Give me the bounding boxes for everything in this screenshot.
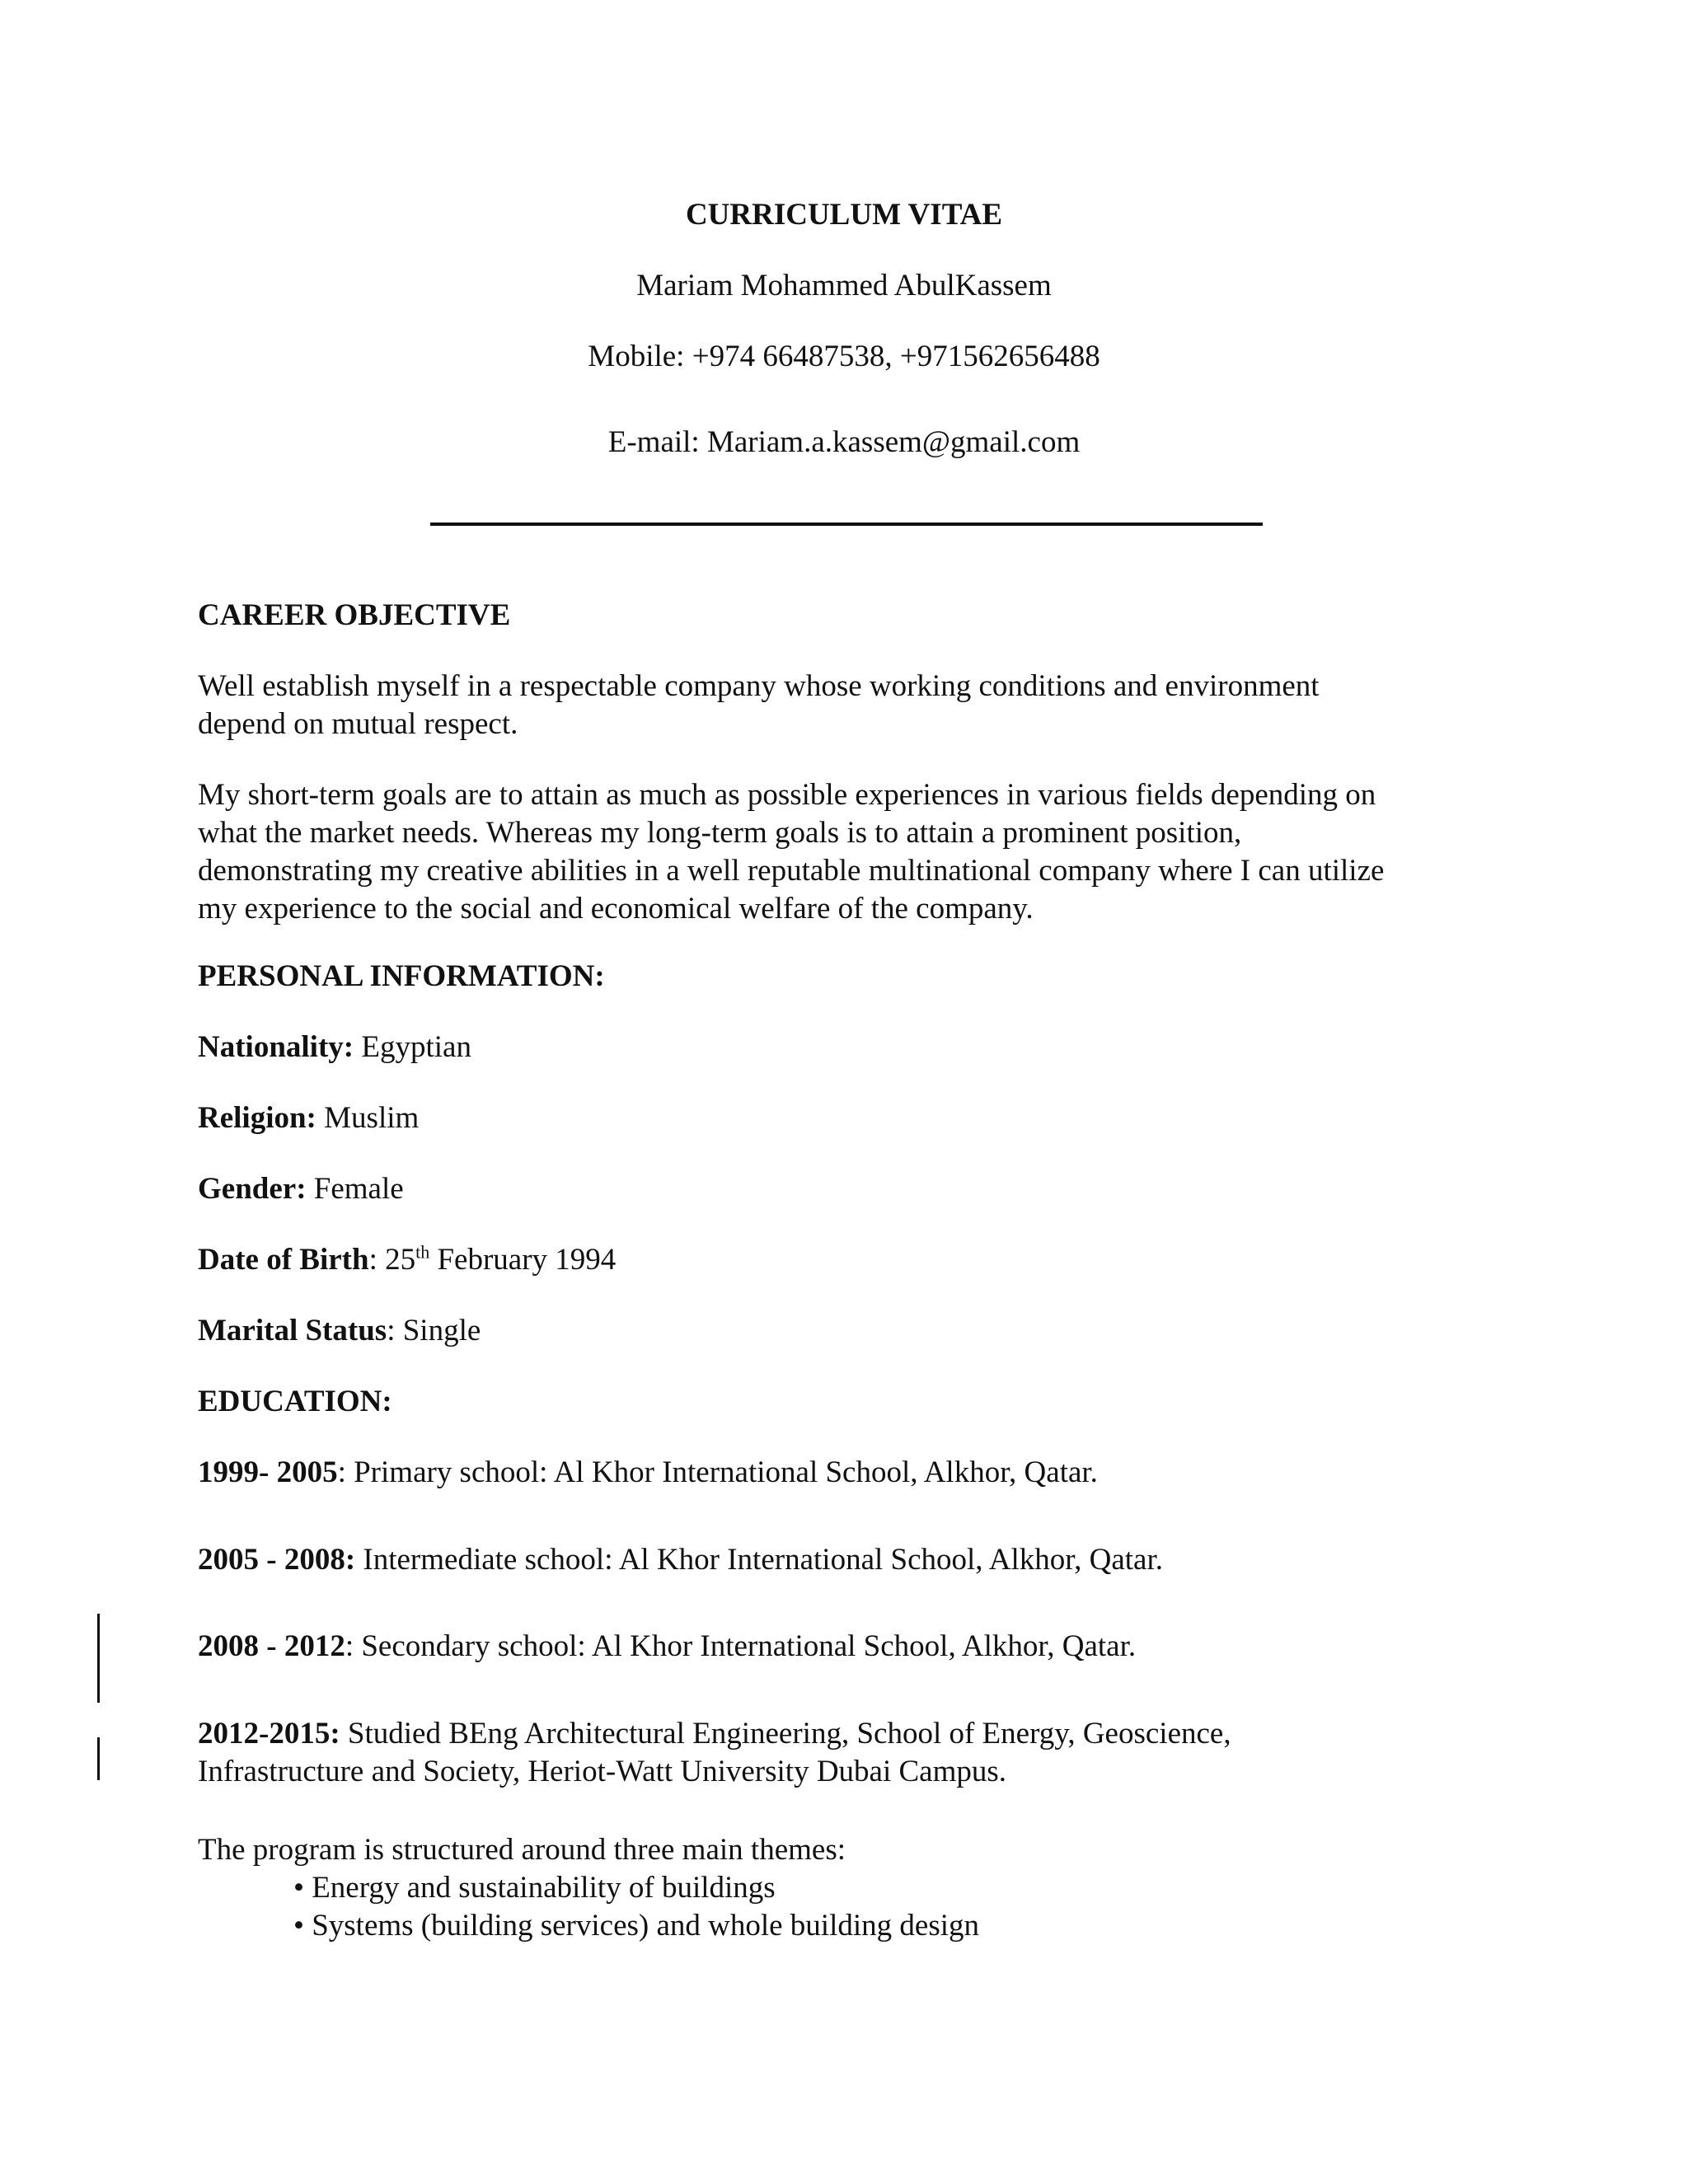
nationality-row: [198, 1029, 1500, 1066]
marital-status-value: : Single: [387, 1314, 481, 1347]
education-entry: [198, 1541, 1500, 1579]
paragraph-line: depend on mutual respect.: [198, 707, 518, 741]
email-line: E-mail: Mariam.a.kassem@gmail.com: [607, 425, 1081, 459]
education-years: 2008 - 2012: [198, 1629, 345, 1663]
education-entry-line: [198, 1715, 1500, 1753]
dob-month-year: February 1994: [429, 1243, 617, 1277]
gender-value: Female: [306, 1172, 404, 1206]
career-objective-paragraph-1: [198, 668, 1500, 743]
education-years: 2005 - 2008:: [198, 1543, 356, 1577]
program-intro: The program is structured around three main themes:: [198, 1833, 846, 1867]
paragraph-line: My short-term goals are to attain as much as possible experiences in various fields depending on: [198, 778, 1376, 812]
paragraph-line: what the market needs. Whereas my long-term goals is to attain a prominent position,: [198, 816, 1242, 850]
career-objective-heading: CAREER OBJECTIVE: [198, 598, 511, 632]
education-description: : Primary school: Al Khor International School, Alkhor, Qatar.: [337, 1455, 1098, 1489]
gender-label: Gender:: [198, 1172, 307, 1206]
paragraph-line: my experience to the social and economical welfare of the company.: [198, 892, 1034, 926]
career-objective-paragraph-2: [198, 776, 1500, 928]
education-years: 2012-2015:: [198, 1717, 340, 1750]
education-description: Studied BEng Architectural Engineering, School of Energy, Geoscience,: [340, 1717, 1231, 1750]
personal-information-heading: PERSONAL INFORMATION:: [198, 959, 605, 993]
change-bar: [97, 1737, 100, 1780]
religion-value: Muslim: [316, 1101, 420, 1135]
marital-status-label: Marital Status: [198, 1314, 387, 1347]
list-item: • Energy and sustainability of buildings: [293, 1871, 776, 1905]
education-entry: [198, 1454, 1500, 1492]
paragraph-line: demonstrating my creative abilities in a well reputable multinational company where I can utilize: [198, 854, 1385, 888]
paragraph-line: Well establish myself in a respectable company whose working conditions and environment: [198, 669, 1320, 703]
document-title: CURRICULUM VITAE: [685, 198, 1003, 232]
education-description: Intermediate school: Al Khor International School, Alkhor, Qatar.: [355, 1543, 1163, 1577]
education-heading: EDUCATION:: [198, 1385, 392, 1418]
marital-status-row: [198, 1312, 1500, 1350]
gender-row: [198, 1170, 1500, 1208]
dob-ordinal: th: [415, 1241, 430, 1263]
list-item: • Systems (building services) and whole building design: [293, 1909, 979, 1943]
candidate-name: Mariam Mohammed AbulKassem: [636, 269, 1052, 302]
education-entry-line: Infrastructure and Society, Heriot-Watt University Dubai Campus.: [198, 1755, 1007, 1788]
education-years: 1999- 2005: [198, 1455, 338, 1489]
education-description: : Secondary school: Al Khor International School, Alkhor, Qatar.: [345, 1629, 1137, 1663]
education-entry: [198, 1628, 1500, 1666]
change-bar: [97, 1614, 100, 1703]
religion-label: Religion:: [198, 1101, 316, 1135]
program-themes-list: [293, 1869, 1447, 1945]
dob-day: : 25: [368, 1243, 416, 1277]
date-of-birth-row: [198, 1241, 1500, 1279]
header-divider: [430, 523, 1263, 526]
mobile-line: Mobile: +974 66487538, +971562656488: [588, 340, 1100, 373]
education-entry: [198, 1715, 1500, 1791]
nationality-value: Egyptian: [354, 1030, 471, 1064]
nationality-label: Nationality:: [198, 1030, 354, 1064]
dob-label: Date of Birth: [198, 1243, 369, 1277]
religion-row: [198, 1099, 1500, 1137]
